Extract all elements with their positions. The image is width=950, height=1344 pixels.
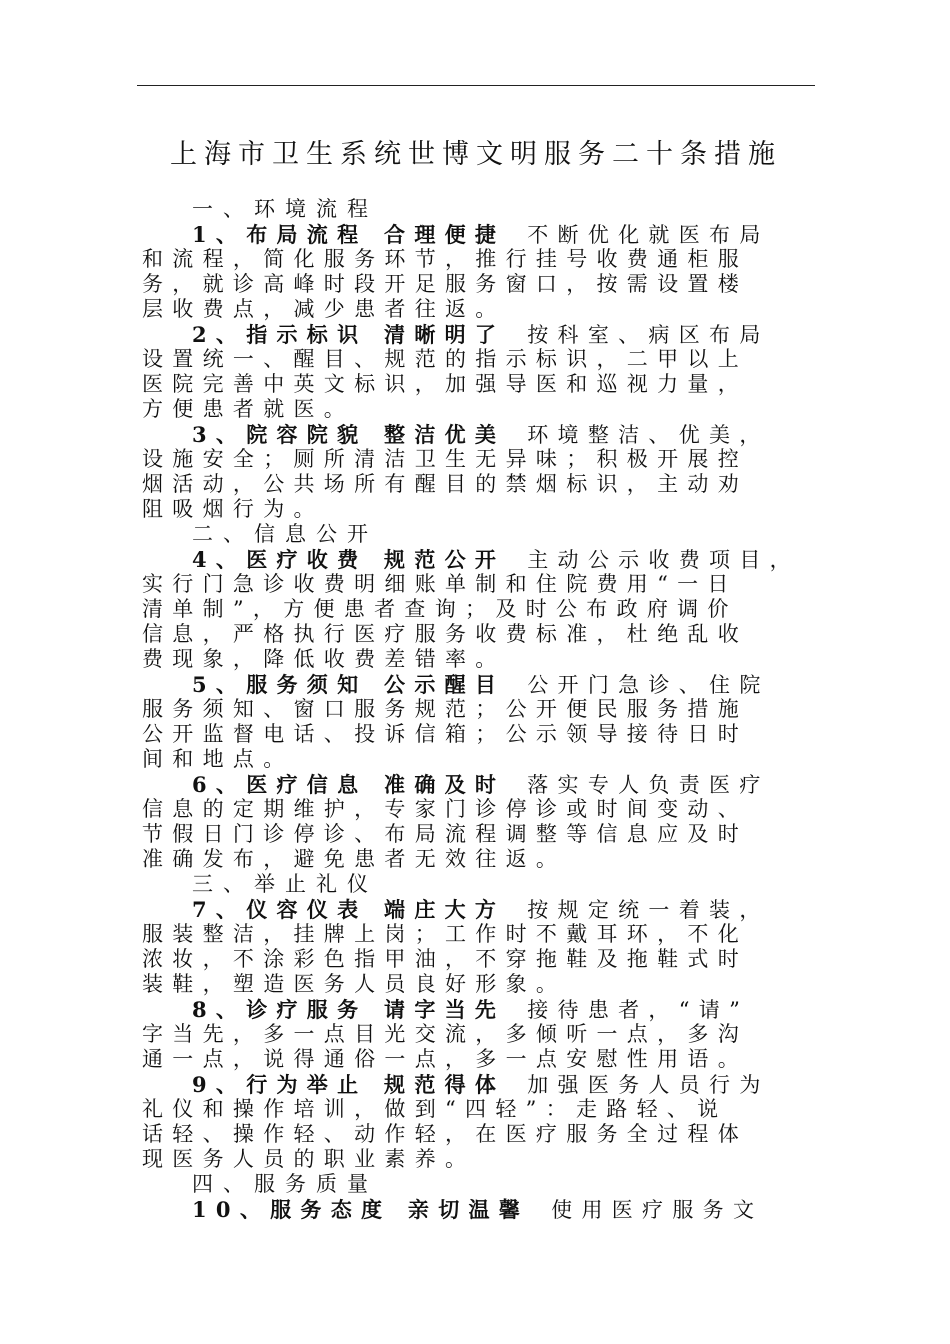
body-line: 服装整洁，挂牌上岗；工作时不戴耳环，不化 [142, 922, 748, 946]
item-line [142, 222, 802, 247]
body-line: 设施安全；厕所清洁卫生无异味；积极开展控 [142, 447, 748, 471]
item-line [142, 1072, 802, 1097]
item-line [142, 422, 802, 447]
body-line: 务，就诊高峰时段开足服务窗口，按需设置楼 [142, 272, 748, 296]
item-line [142, 547, 802, 572]
body-line: 设置统一、醒目、规范的指示标识，二甲以上 [142, 347, 748, 371]
section-heading: 三、举止礼仪 [192, 872, 378, 896]
body-line: 费现象，降低收费差错率。 [142, 647, 506, 671]
body-line: 服务须知、窗口服务规范；公开便民服务措施 [142, 697, 748, 721]
section-heading: 四、服务质量 [192, 1172, 378, 1196]
body-line: 方便患者就医。 [142, 397, 355, 421]
item-heading: 10、服务态度 亲切温馨 [192, 1197, 530, 1222]
item-text: 接待患者，“请” [527, 998, 750, 1022]
item-text: 环境整洁、优美， [527, 423, 770, 447]
item-line [142, 322, 802, 347]
item-line [142, 997, 802, 1022]
item-heading: 3、院容院貌 整洁优美 [192, 422, 506, 447]
item-line [142, 1197, 802, 1222]
body-line: 装鞋，塑造医务人员良好形象。 [142, 972, 567, 996]
body-line: 和流程，简化服务环节，推行挂号收费通柜服 [142, 247, 748, 271]
body-line: 层收费点，减少患者往返。 [142, 297, 506, 321]
header-rule [137, 85, 815, 86]
item-heading: 7、仪容仪表 端庄大方 [192, 897, 506, 922]
body-line: 阻吸烟行为。 [142, 497, 324, 521]
page-title: 上海市卫生系统世博文明服务二十条措施 [170, 139, 782, 170]
item-heading: 6、医疗信息 准确及时 [192, 772, 506, 797]
item-line [142, 897, 802, 922]
body-line: 信息的定期维护，专家门诊停诊或时间变动、 [142, 797, 748, 821]
item-text: 主动公示收费项目， [527, 548, 800, 572]
body-line: 通一点，说得通俗一点，多一点安慰性用语。 [142, 1047, 748, 1071]
section-heading: 二、信息公开 [192, 522, 378, 546]
item-heading: 5、服务须知 公示醒目 [192, 672, 506, 697]
item-heading: 4、医疗收费 规范公开 [192, 547, 506, 572]
document-body [142, 197, 802, 1222]
body-line: 准确发布，避免患者无效往返。 [142, 847, 567, 871]
item-text: 不断优化就医布局 [527, 223, 770, 247]
body-line: 间和地点。 [142, 747, 294, 771]
body-line: 清单制”，方便患者查询；及时公布政府调价 [142, 597, 738, 621]
body-line: 礼仪和操作培训，做到“四轻”：走路轻、说 [142, 1097, 728, 1121]
item-text: 按规定统一着装， [527, 898, 770, 922]
item-line [142, 772, 802, 797]
item-text: 公开门急诊、住院 [527, 673, 770, 697]
body-line: 烟活动，公共场所有醒目的禁烟标识，主动劝 [142, 472, 748, 496]
item-heading: 2、指示标识 清晰明了 [192, 322, 506, 347]
item-heading: 9、行为举止 规范得体 [192, 1072, 506, 1097]
section-heading: 一、环境流程 [192, 197, 378, 221]
body-line: 话轻、操作轻、动作轻，在医疗服务全过程体 [142, 1122, 748, 1146]
item-text: 使用医疗服务文 [551, 1198, 764, 1222]
body-line: 医院完善中英文标识，加强导医和巡视力量， [142, 372, 748, 396]
item-text: 按科室、病区布局 [527, 323, 770, 347]
item-heading: 1、布局流程 合理便捷 [192, 222, 506, 247]
item-text: 加强医务人员行为 [527, 1073, 770, 1097]
body-line: 浓妆，不涂彩色指甲油，不穿拖鞋及拖鞋式时 [142, 947, 748, 971]
body-line: 节假日门诊停诊、布局流程调整等信息应及时 [142, 822, 748, 846]
body-line: 公开监督电话、投诉信箱；公示领导接待日时 [142, 722, 748, 746]
body-line: 实行门急诊收费明细账单制和住院费用“一日 [142, 572, 738, 596]
item-text: 落实专人负责医疗 [527, 773, 770, 797]
body-line: 字当先，多一点目光交流，多倾听一点，多沟 [142, 1022, 748, 1046]
body-line: 现医务人员的职业素养。 [142, 1147, 476, 1171]
body-line: 信息，严格执行医疗服务收费标准，杜绝乱收 [142, 622, 748, 646]
item-heading: 8、诊疗服务 请字当先 [192, 997, 506, 1022]
item-line [142, 672, 802, 697]
